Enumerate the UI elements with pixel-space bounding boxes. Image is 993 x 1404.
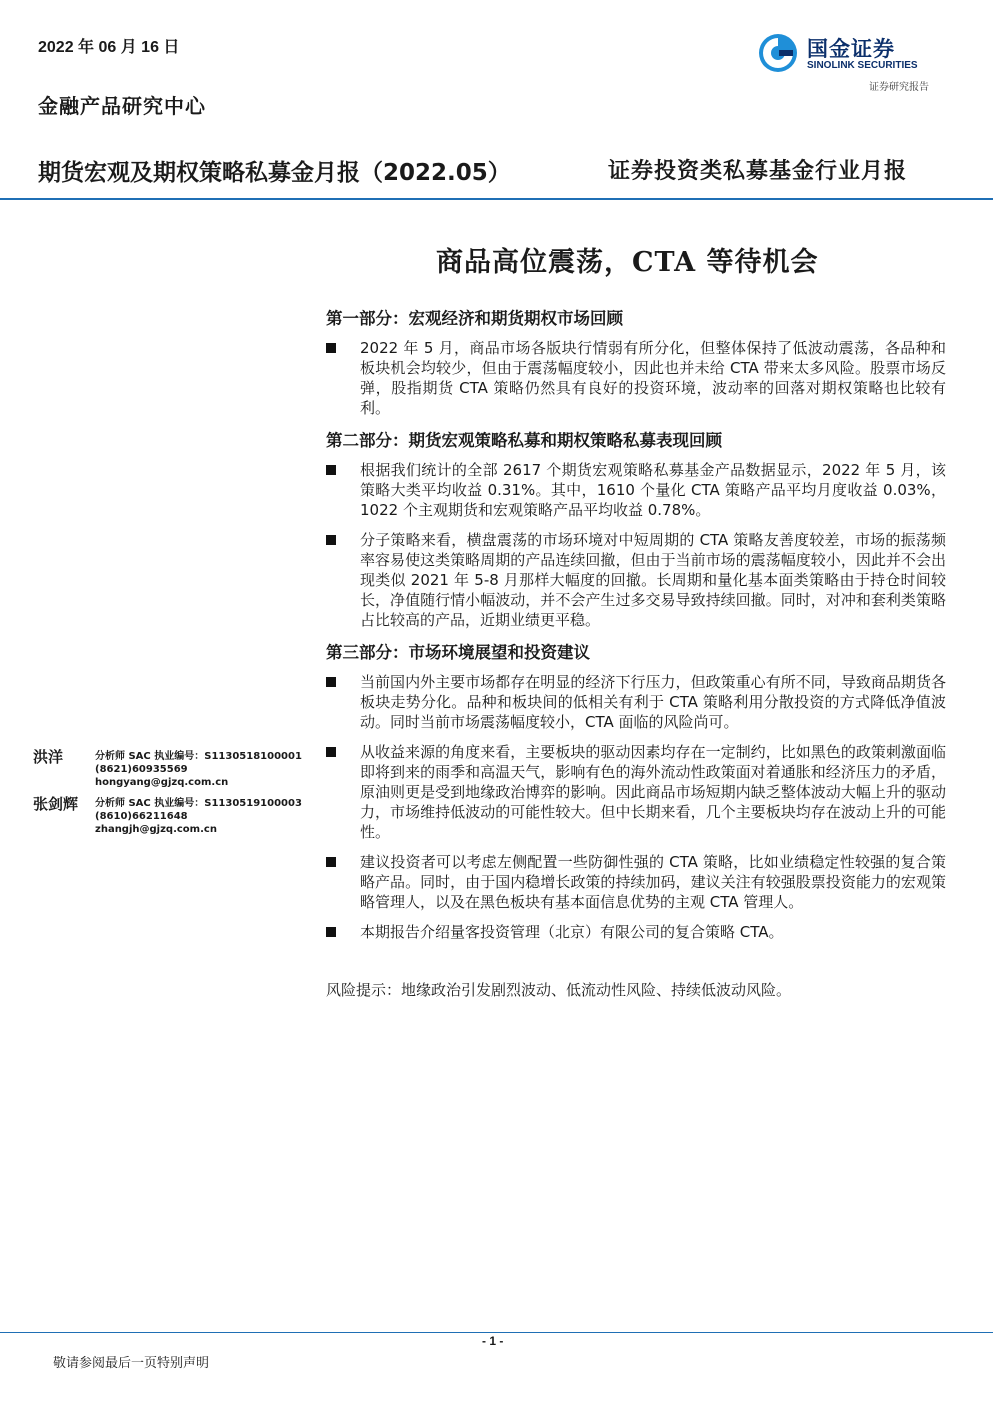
- bullet-item: [326, 922, 946, 942]
- bullet-item: [326, 530, 946, 630]
- bullet-square-icon: [326, 343, 336, 353]
- bullet-text: 当前国内外主要市场都存在明显的经济下行压力，但政策重心有所不同，导致商品期货各板块走势分化。品种和板块间的低相关有利于 CTA 策略利用分散投资的方式降低净值波动。同时当前市场震荡幅度较小，CTA 面临的风险尚可。: [360, 673, 946, 731]
- research-center-name: 金融产品研究中心: [38, 94, 206, 118]
- analyst-name: 洪洋: [33, 748, 64, 766]
- bullet-item: [326, 460, 946, 520]
- bullet-text: 建议投资者可以考虑左侧配置一些防御性强的 CTA 策略，比如业绩稳定性较强的复合策略产品。同时，由于国内稳增长政策的持续加码，建议关注有较强股票投资能力的宏观策略管理人，以及在黑色板块有基本面信息优势的主观 CTA 管理人。: [360, 853, 946, 911]
- section-title: 第一部分：宏观经济和期货期权市场回顾: [326, 309, 623, 328]
- sinolink-logo-icon: [757, 32, 799, 74]
- risk-warning: 风险提示：地缘政治引发剧烈波动、低流动性风险、持续低波动风险。: [326, 981, 792, 999]
- disclaimer-note: 敬请参阅最后一页特别声明: [53, 1356, 210, 1371]
- analyst-sac-number: 分析师 SAC 执业编号：S1130518100001: [95, 751, 302, 762]
- bullet-square-icon: [326, 747, 336, 757]
- report-headline: 商品高位震荡，CTA 等待机会: [436, 247, 819, 278]
- bullet-square-icon: [326, 677, 336, 687]
- analyst-email: hongyang@gjzq.com.cn: [95, 777, 229, 788]
- report-title: 期货宏观及期权策略私募金月报（2022.05）: [38, 160, 511, 186]
- bullet-item: [326, 338, 946, 418]
- report-body: [326, 306, 946, 1000]
- bullet-square-icon: [326, 465, 336, 475]
- report-category: 证券投资类私募基金行业月报: [608, 158, 908, 184]
- bullet-text: 2022 年 5 月，商品市场各版块行情弱有所分化，但整体保持了低波动震荡，各品种和板块机会均较少，但由于震荡幅度较小，因此也并未给 CTA 带来太多风险。股票市场反弹，股指期货 CTA 策略仍然具有良好的投资环境，波动率的回落对期权策略也比较有利。: [360, 339, 946, 417]
- report-date: 2022 年 06 月 16 日: [38, 39, 180, 56]
- title-divider: [0, 198, 993, 200]
- bullet-item: [326, 742, 946, 842]
- bullet-text: 从收益来源的角度来看，主要板块的驱动因素均存在一定制约，比如黑色的政策刺激面临即将到来的雨季和高温天气，影响有色的海外流动性政策面对着通胀和经济压力的矛盾，原油则更是受到地缘政治博弈的影响。因此商品市场短期内缺乏整体波动大幅上升的驱动力，市场维持低波动的可能性较大。但中长期来看，几个主要板块均存在波动上升的可能性。: [360, 743, 946, 841]
- section-2: [326, 428, 946, 630]
- logo-chinese-name: 国金证券: [807, 37, 895, 61]
- analyst-name: 张剑辉: [33, 795, 79, 813]
- company-logo: [757, 32, 947, 80]
- section-3: [326, 640, 946, 942]
- bullet-text: 分子策略来看，横盘震荡的市场环境对中短周期的 CTA 策略友善度较差，市场的振荡频率容易使这类策略周期的产品连续回撤，但由于当前市场的震荡幅度较小，因此并不会出现类似 2021 年 5-8 月那样大幅度的回撤。长周期和量化基本面类策略由于持仓时间较长，净值随行情小幅波动，并不会产生过多交易导致持续回撤。同时，对冲和套利类策略占比较高的产品，近期业绩更平稳。: [360, 531, 946, 629]
- section-1: [326, 306, 946, 418]
- page-number: - 1 -: [482, 1334, 504, 1348]
- logo-english-name: SINOLINK SECURITIES: [807, 60, 918, 71]
- footer-divider: [0, 1332, 993, 1333]
- bullet-square-icon: [326, 535, 336, 545]
- report-type-tag: 证券研究报告: [869, 82, 929, 93]
- analyst-sac-number: 分析师 SAC 执业编号：S1130519100003: [95, 798, 302, 809]
- bullet-square-icon: [326, 927, 336, 937]
- bullet-item: [326, 672, 946, 732]
- analyst-email: zhangjh@gjzq.com.cn: [95, 824, 217, 835]
- analyst-contact: [95, 797, 302, 836]
- analyst-contact: [95, 750, 302, 789]
- bullet-square-icon: [326, 857, 336, 867]
- bullet-text: 本期报告介绍量客投资管理（北京）有限公司的复合策略 CTA。: [360, 923, 784, 941]
- analyst-phone: (8621)60935569: [95, 764, 188, 775]
- bullet-text: 根据我们统计的全部 2617 个期货宏观策略私募基金产品数据显示，2022 年 5 月，该策略大类平均收益 0.31%。其中，1610 个量化 CTA 策略产品平均月度收益 0.03%，1022 个主观期货和宏观策略产品平均收益 0.78%。: [360, 461, 946, 519]
- section-title: 第三部分：市场环境展望和投资建议: [326, 643, 590, 662]
- section-title: 第二部分：期货宏观策略私募和期权策略私募表现回顾: [326, 431, 722, 450]
- bullet-item: [326, 852, 946, 912]
- analyst-phone: (8610)66211648: [95, 811, 188, 822]
